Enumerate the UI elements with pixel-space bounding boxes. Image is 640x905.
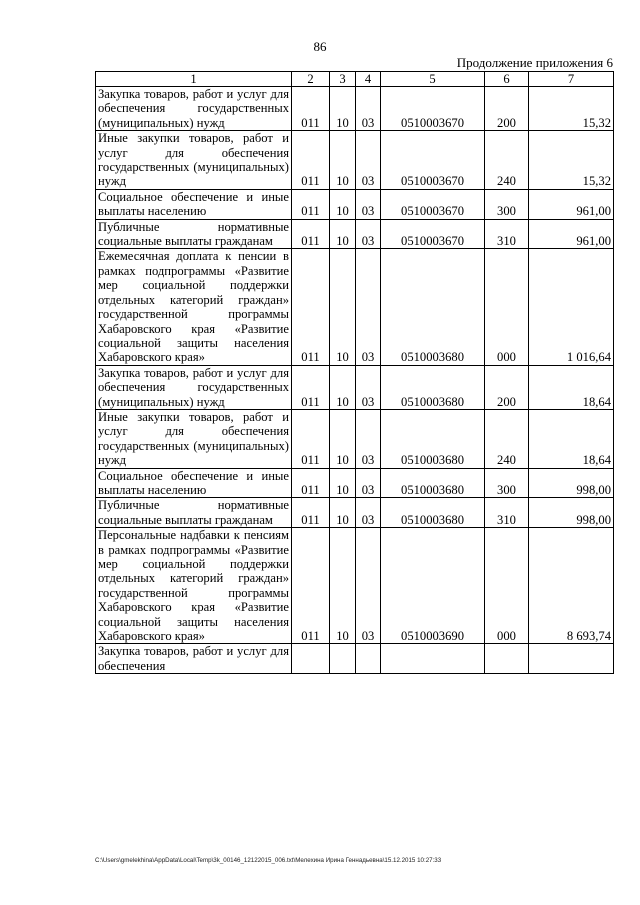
row-target-code: [381, 644, 485, 674]
row-amount: 961,00: [529, 189, 614, 219]
row-amount: 998,00: [529, 468, 614, 498]
row-amount: 18,64: [529, 365, 614, 409]
row-amount: 1 016,64: [529, 249, 614, 365]
row-expense-type: 310: [485, 219, 529, 249]
row-name: Закупка товаров, работ и услуг для обеспечения государственных (муниципальных) нужд: [96, 87, 292, 131]
row-subsection: 03: [356, 528, 381, 644]
table-row: [96, 87, 614, 131]
row-target-code: 0510003680: [381, 468, 485, 498]
table-row: [96, 468, 614, 498]
row-name: Закупка товаров, работ и услуг для обеспечения государственных (муниципальных) нужд: [96, 365, 292, 409]
row-ministry-code: 011: [292, 498, 330, 528]
row-name: Публичные нормативные социальные выплаты гражданам: [96, 219, 292, 249]
row-subsection: 03: [356, 131, 381, 190]
row-ministry-code: 011: [292, 468, 330, 498]
row-section: 10: [330, 528, 356, 644]
row-target-code: 0510003690: [381, 528, 485, 644]
page-number: 86: [313, 39, 327, 54]
row-expense-type: 240: [485, 131, 529, 190]
continuation-label: Продолжение приложения 6: [456, 55, 613, 70]
row-target-code: 0510003680: [381, 409, 485, 468]
row-section: 10: [330, 131, 356, 190]
table-row: [96, 409, 614, 468]
header-col-5: 5: [381, 72, 485, 87]
row-target-code: 0510003680: [381, 498, 485, 528]
table-row: [96, 219, 614, 249]
row-name: Публичные нормативные социальные выплаты гражданам: [96, 498, 292, 528]
row-section: 10: [330, 249, 356, 365]
budget-table: [95, 71, 614, 674]
row-amount: 998,00: [529, 498, 614, 528]
footer-file-path: C:\Users\gmelekhina\AppData\Local\Temp\3k_00146_12122015_006.txt\Мелехина Ирина Геннадьевна\15.12.2015 10:27:33: [95, 857, 442, 864]
row-target-code: 0510003680: [381, 365, 485, 409]
row-ministry-code: 011: [292, 528, 330, 644]
row-expense-type: 310: [485, 498, 529, 528]
row-amount: 18,64: [529, 409, 614, 468]
row-ministry-code: 011: [292, 131, 330, 190]
row-subsection: 03: [356, 249, 381, 365]
row-expense-type: 300: [485, 468, 529, 498]
row-expense-type: 200: [485, 365, 529, 409]
header-col-3: 3: [330, 72, 356, 87]
row-target-code: 0510003670: [381, 189, 485, 219]
row-name: Социальное обеспечение и иные выплаты населению: [96, 468, 292, 498]
row-ministry-code: 011: [292, 189, 330, 219]
row-name: Иные закупки товаров, работ и услуг для обеспечения государственных (муниципальных) нужд: [96, 409, 292, 468]
row-section: 10: [330, 87, 356, 131]
table-row: [96, 498, 614, 528]
row-subsection: 03: [356, 189, 381, 219]
row-target-code: 0510003670: [381, 131, 485, 190]
header-col-7: 7: [529, 72, 614, 87]
row-target-code: 0510003670: [381, 219, 485, 249]
table-row: [96, 131, 614, 190]
row-subsection: 03: [356, 468, 381, 498]
row-name: Ежемесячная доплата к пенсии в рамках подпрограммы «Развитие мер социальной поддержки отдельных категорий граждан» государственной программы Хабаровского края «Развитие социальной защиты населения Хабаровского края»: [96, 249, 292, 365]
row-section: 10: [330, 189, 356, 219]
row-ministry-code: [292, 644, 330, 674]
header-col-4: 4: [356, 72, 381, 87]
row-section: 10: [330, 409, 356, 468]
row-ministry-code: 011: [292, 365, 330, 409]
row-target-code: 0510003670: [381, 87, 485, 131]
row-section: 10: [330, 365, 356, 409]
row-amount: [529, 644, 614, 674]
header-col-6: 6: [485, 72, 529, 87]
row-expense-type: 240: [485, 409, 529, 468]
row-target-code: 0510003680: [381, 249, 485, 365]
row-subsection: 03: [356, 409, 381, 468]
row-section: [330, 644, 356, 674]
row-subsection: 03: [356, 87, 381, 131]
row-name: Иные закупки товаров, работ и услуг для обеспечения государственных (муниципальных) нужд: [96, 131, 292, 190]
row-expense-type: 000: [485, 249, 529, 365]
row-amount: 8 693,74: [529, 528, 614, 644]
table-row: [96, 249, 614, 365]
row-name: Закупка товаров, работ и услуг для обеспечения: [96, 644, 292, 674]
row-subsection: 03: [356, 219, 381, 249]
row-expense-type: 000: [485, 528, 529, 644]
row-section: 10: [330, 468, 356, 498]
row-name: Социальное обеспечение и иные выплаты населению: [96, 189, 292, 219]
header-row: [96, 72, 614, 87]
row-ministry-code: 011: [292, 87, 330, 131]
row-ministry-code: 011: [292, 219, 330, 249]
row-expense-type: [485, 644, 529, 674]
row-name: Персональные надбавки к пенсиям в рамках подпрограммы «Развитие мер социальной поддержки отдельных категорий граждан» государственной программы Хабаровского края «Развитие социальной защиты населения Хабаровского края»: [96, 528, 292, 644]
table-row: [96, 365, 614, 409]
row-expense-type: 200: [485, 87, 529, 131]
table-row: [96, 644, 614, 674]
row-subsection: [356, 644, 381, 674]
row-amount: 961,00: [529, 219, 614, 249]
table-row: [96, 189, 614, 219]
row-subsection: 03: [356, 365, 381, 409]
row-ministry-code: 011: [292, 409, 330, 468]
table-row: [96, 528, 614, 644]
row-amount: 15,32: [529, 131, 614, 190]
row-expense-type: 300: [485, 189, 529, 219]
row-subsection: 03: [356, 498, 381, 528]
header-col-2: 2: [292, 72, 330, 87]
row-amount: 15,32: [529, 87, 614, 131]
row-section: 10: [330, 219, 356, 249]
row-ministry-code: 011: [292, 249, 330, 365]
header-col-1: 1: [96, 72, 292, 87]
row-section: 10: [330, 498, 356, 528]
